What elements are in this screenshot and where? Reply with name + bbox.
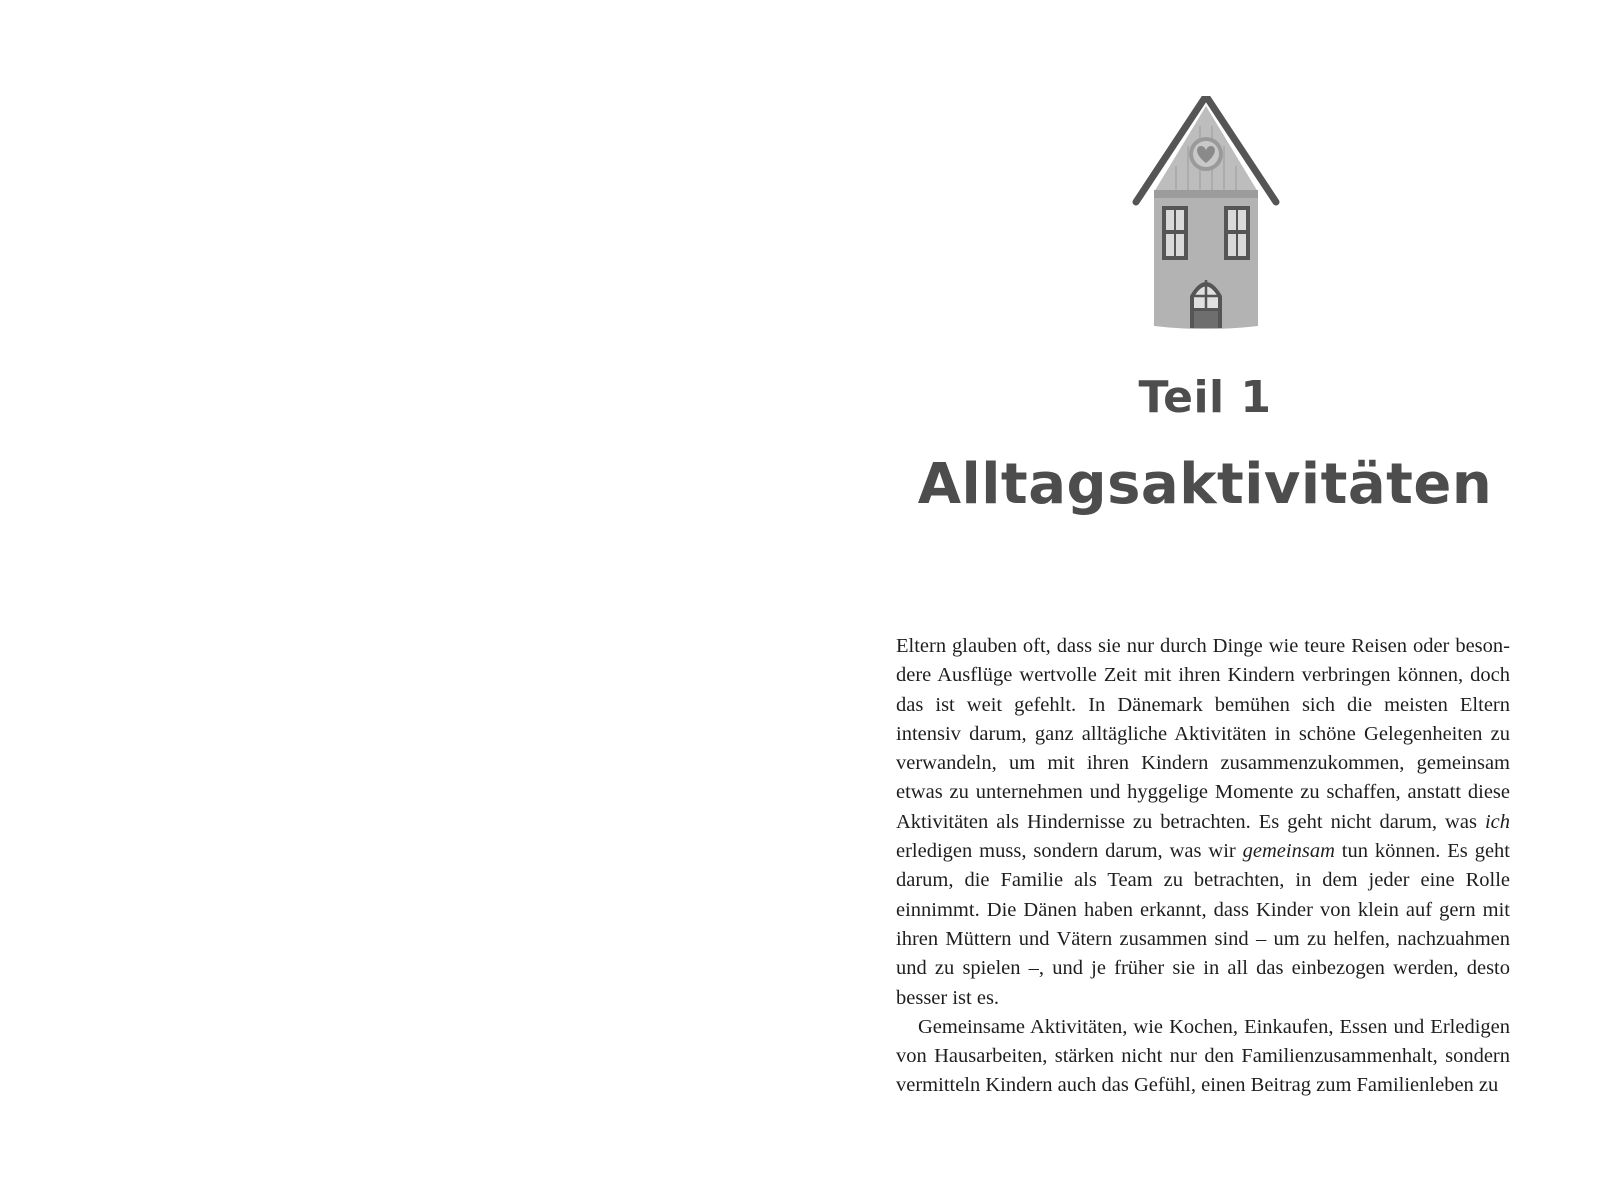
paragraph-1-part-1: Eltern glauben oft, dass sie nur durch Dinge wie teure Reisen oder besondere Ausflüge wertvolle Zeit mit ihren Kindern verbringen können, doch das ist weit gefehlt. In Dänemark bemühen sich die meisten Eltern intensiv darum, ganz alltägliche Aktivitäten in schöne Gelegenheiten zu verwandeln, um mit ihren Kindern zusammenzukommen, gemeinsam etwas zu unternehmen und hyggelige Momente zu schaffen, anstatt diese Aktivitäten als Hindernisse zu betrachten. Es geht nicht darum, was — [896, 635, 1510, 833]
part-label: Teil 1 — [1138, 372, 1272, 423]
emphasis-gemeinsam: gemeinsam — [1242, 840, 1335, 863]
body-text — [896, 632, 1510, 1101]
emphasis-ich: ich — [1484, 810, 1510, 833]
house-with-heart-icon — [1132, 96, 1280, 334]
paragraph-1 — [896, 632, 1510, 1013]
paragraph-1-part-3: tun können. Es geht darum, die Familie als Team zu betrachten, in dem jeder eine Rolle einnimmt. Die Dänen haben erkannt, dass Kinder von klein auf gern mit ihren Müttern und Vätern zusammen sind – um zu helfen, nachzuahmen und zu spielen –, und je früher sie in all das einbezogen werden, desto besser ist es. — [896, 840, 1510, 1009]
paragraph-1-part-2: erledigen muss, sondern darum, was wir — [896, 840, 1243, 863]
chapter-title: Alltagsaktivitäten — [917, 452, 1493, 517]
paragraph-2: Gemeinsame Aktivitäten, wie Kochen, Einkaufen, Essen und Erledigen von Hausarbeiten, stärken nicht nur den Familienzusammenhalt, sondern vermitteln Kindern auch das Gefühl, einen Beitrag zum Familienleben zu — [896, 1015, 1510, 1097]
